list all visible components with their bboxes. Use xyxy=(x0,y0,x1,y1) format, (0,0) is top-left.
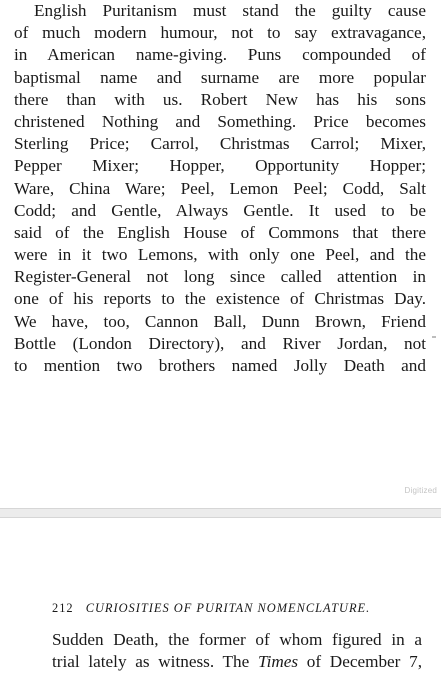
text-line: Codd; and Gentle, Always Gentle. It used to be xyxy=(14,200,426,220)
text-line: in American name-giving. Puns compounded of xyxy=(14,45,426,65)
text-line: of much modern humour, not to say extravagance, xyxy=(14,23,426,43)
text-line: to mention two brothers named Jolly Death and xyxy=(14,356,426,375)
text-line: Pepper Mixer; Hopper, Opportunity Hopper; xyxy=(14,156,426,176)
body-paragraph xyxy=(14,0,426,377)
digitized-watermark: Digitized xyxy=(404,486,437,495)
text-line: christened Nothing and Something. Price becomes xyxy=(14,111,426,131)
text-line: baptismal name and surname are more popular xyxy=(14,67,426,87)
running-head-title: CURIOSITIES OF PURITAN NOMENCLATURE. xyxy=(85,601,371,615)
text-line: were in it two Lemons, with only one Peel, and the xyxy=(14,245,426,265)
continued-paragraph xyxy=(52,629,422,673)
text-line: We have, too, Cannon Ball, Dunn Brown, Friend xyxy=(14,311,426,331)
text-fragment: trial lately as witness. The xyxy=(52,652,258,672)
text-line: Ware, China Ware; Peel, Lemon Peel; Codd, Salt xyxy=(14,178,426,198)
text-line-mixed xyxy=(52,651,422,673)
page-number: 212 xyxy=(52,601,74,615)
text-line: Register-General not long since called attention in xyxy=(14,267,426,287)
scan-artifact-mark xyxy=(432,336,436,338)
text-line: one of his reports to the existence of Christmas Day. xyxy=(14,289,426,309)
page-separator xyxy=(0,508,441,518)
text-line: there than with us. Robert New has his sons xyxy=(14,89,426,109)
text-line: Sterling Price; Carrol, Christmas Carrol; Mixer, xyxy=(14,134,426,154)
text-fragment: of December 7, xyxy=(298,652,422,672)
text-line: said of the English House of Commons that there xyxy=(14,222,426,242)
running-header xyxy=(52,601,432,616)
text-line: Sudden Death, the former of whom figured in a xyxy=(52,630,422,649)
text-line: English Puritanism must stand the guilty cause xyxy=(34,1,426,20)
text-line: Bottle (London Directory), and River Jordan, not xyxy=(14,333,426,353)
lower-page xyxy=(0,518,441,675)
newspaper-title: Times xyxy=(257,652,299,672)
